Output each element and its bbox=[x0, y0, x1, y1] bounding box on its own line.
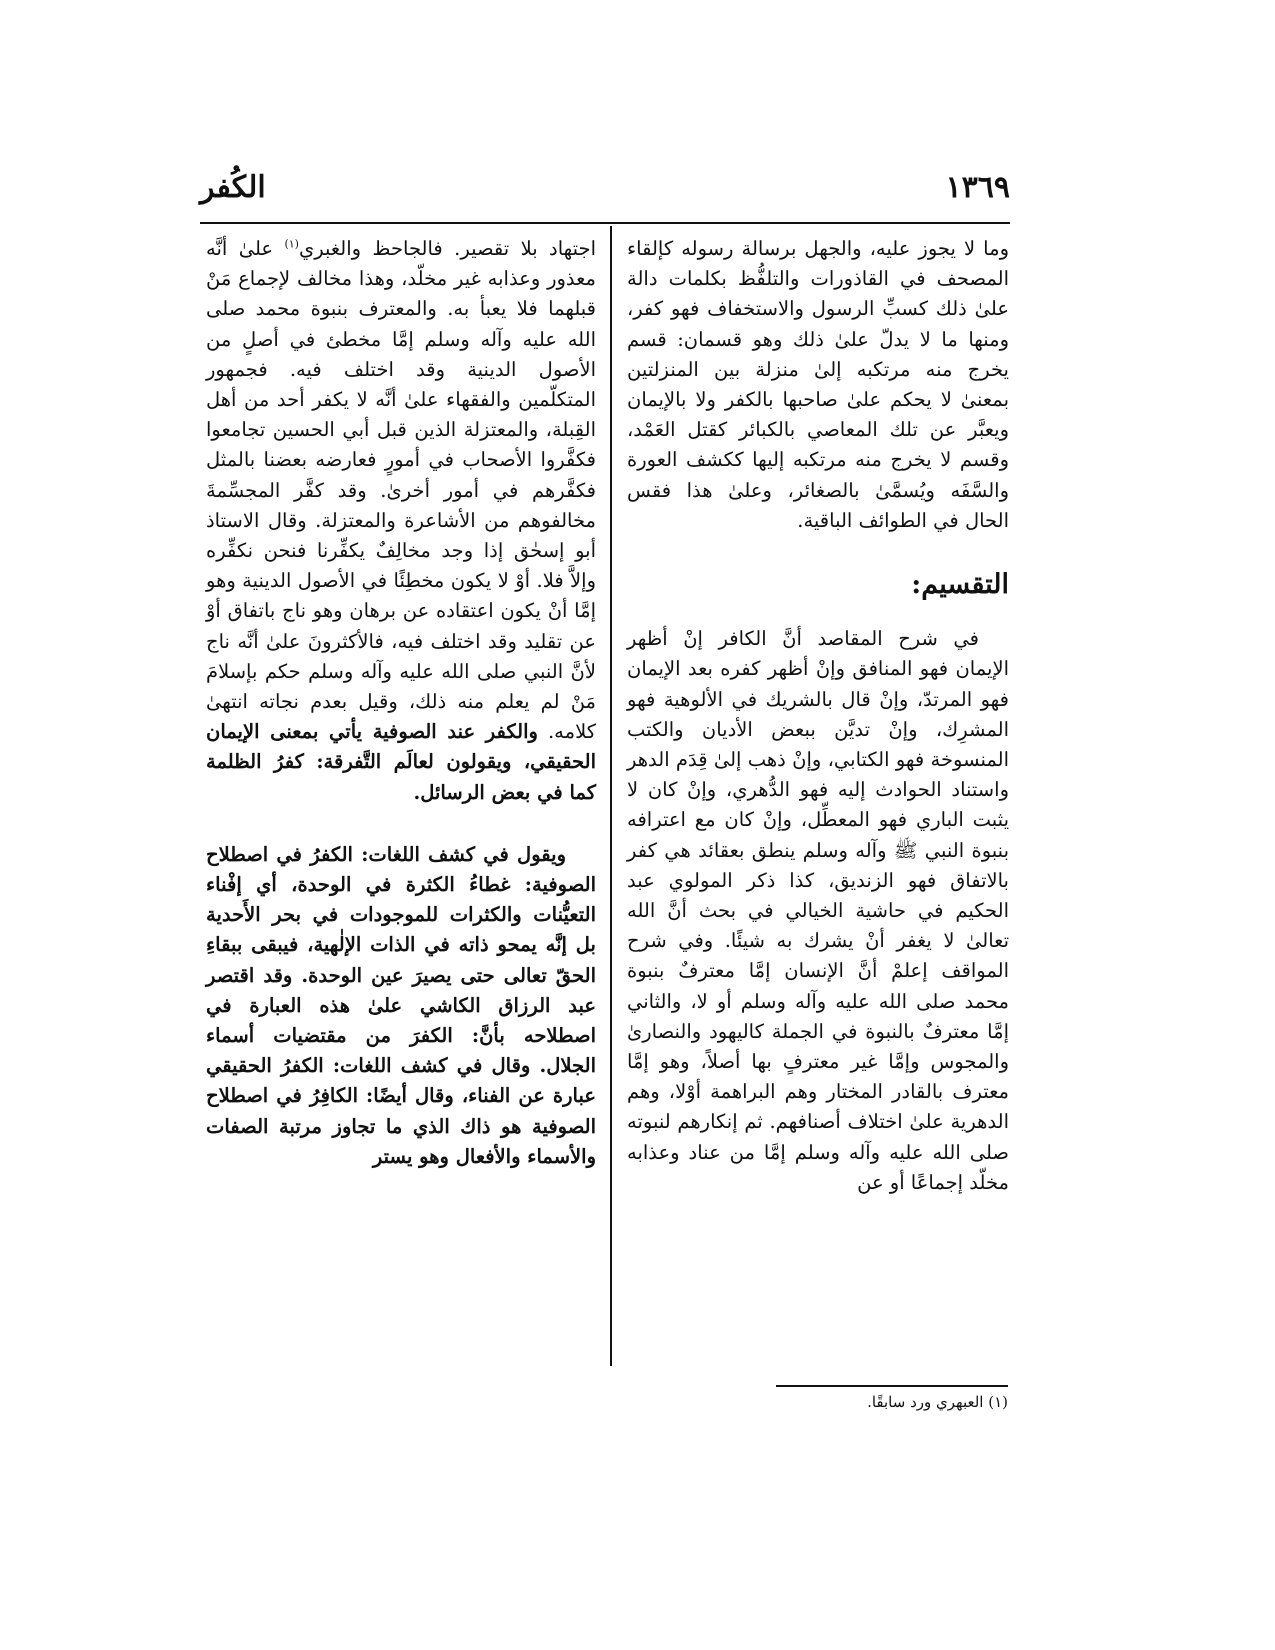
header-rule bbox=[200, 222, 1010, 224]
footnote: (١) العبهري ورد سابقًا. bbox=[867, 1393, 1008, 1411]
right-column bbox=[627, 234, 1009, 1198]
left-paragraph-1 bbox=[206, 234, 596, 808]
left-paragraph-2: ويقول في كشف اللغات: الكفرُ في اصطلاح الصوفية: غطاءُ الكثرة في الوحدة، أي إفْناء التعيُّنات والكثرات للموجودات في بحر الأَحدية بل إنَّه يمحو ذاته في الذات الإلٰهية، فيبقى ببقاءِ الحقّ تعالى حتى يصيرَ عين الوحدة. وقد اقتصر عبد الرزاق الكاشي علىٰ هذه العبارة في اصطلاحه بأنَّ: الكفرَ من مقتضيات أسماء الجلال. وقال في كشف اللغات: الكفرُ الحقيقي عبارة عن الفناء، وقال أيضًا: الكافِرُ في اصطلاح الصوفية هو ذاك الذي ما تجاوز مرتبة الصفات والأسماء والأفعال وهو يستر bbox=[206, 842, 596, 1168]
right-paragraph-1: وما لا يجوز عليه، والجهل برسالة رسوله كإلقاء المصحف في القاذورات والتلفُّظ بكلمات دالة علىٰ ذلك كسبِّ الرسول والاستخفاف فهو كفر، ومنها ما لا يدلّ علىٰ ذلك وهو قسمان: قسم يخرج منه مرتكبه إلىٰ منزلة بين المنزلتين بمعنىٰ لا يحكم علىٰ صاحبها بالكفر ولا بالإيمان ويعبَّر عن تلك المعاصي بالكبائر كقتل العَمْد، وقسم لا يخرج منه مرتكبه إليها ككشف العورة والسَّفَه ويُسمَّىٰ بالصغائر، وعلىٰ هذا فقس الحال في الطوائف الباقية. bbox=[627, 237, 1009, 532]
left-paragraph-1-bold: والكفر عند الصوفية يأتي بمعنى الإيمان الحقيقي، ويقولون لعالَم التَّفرقة: كفرُ الظلمة كما في بعض الرسائل. bbox=[206, 720, 596, 804]
page-header bbox=[200, 170, 1010, 220]
running-title: الكُفر bbox=[200, 170, 266, 205]
page-number: ١٣٦٩ bbox=[945, 170, 1010, 205]
section-heading: التقسيم: bbox=[911, 569, 1009, 601]
paragraph-gap bbox=[206, 808, 596, 840]
footnote-rule bbox=[776, 1385, 1008, 1387]
right-paragraph-2: في شرح المقاصد أنَّ الكافر إنْ أظهر الإيمان فهو المنافق وإنْ أظهر كفره بعد الإيمان فهو المرتدّ، وإنْ قال بالشريك في الألوهية فهو المشرِك، وإنْ تديَّن ببعض الأديان والكتب المنسوخة فهو الكتابي، وإنْ ذهب إلىٰ قِدَم الدهر واستناد الحوادث إليه فهو الدُّهري، وإنْ كان لا يثبت الباري فهو المعطِّل، وإنْ كان مع اعترافه بنبوة النبي ﷺ وآله وسلم ينطق بعقائد هي كفر بالاتفاق فهو الزنديق، كذا ذكر المولوي عبد الحكيم في حاشية الخيالي في بحث أنَّ الله تعالىٰ لا يغفر أنْ يشرك به شيئًا. وفي شرح المواقف إعلمْ أنَّ الإنسان إمَّا معترفٌ بنبوة محمد صلى الله عليه وآله وسلم أو لا، والثاني إمَّا معترفٌ بالنبوة في الجملة كاليهود والنصارىٰ والمجوس وإمَّا غير معترفٍ بها أصلاً، وهو إمَّا معترف بالقادر المختار وهم البراهمة أوْلا، وهم الدهرية علىٰ اختلاف أصنافهم. ثم إنكارهم لنبوته صلى الله عليه وآله وسلم إمَّا من عناد وعذابه مخلّد إجماعًا أو عن bbox=[627, 627, 1009, 1194]
footnote-reference: (١) bbox=[284, 237, 299, 251]
left-paragraph-1-rest: علىٰ أنَّه معذور وعذابه غير مخلّد، وهذا مخالف لإجماع مَنْ قبلهما فلا يعبأ به. والمعترف بنبوة محمد صلى الله عليه وآله وسلم إمَّا مخطئ في أصلٍ من الأصول الدينية وقد اختلف فيه. فجمهور المتكلّمين والفقهاء علىٰ أنَّه لا يكفر أحد من أهل القِبلة، والمعتزلة الذين قبل أبي الحسين تجامعوا فكفَّروا الأصحاب في أمورٍ فعارضه بعضنا بالمثل فكفَّرهم في أمور أخرىٰ. وقد كفَّر المجسِّمةَ مخالفوهم من الأشاعرة والمعتزلة. وقال الاستاذ أبو إسحٰق إذا وجد مخالِفٌ يكفِّرنا فنحن نكفِّره وإلاَّ فلا. أوْ لا يكون مخطِئًا في الأصول الدينية وهو إمَّا أنْ يكون اعتقاده عن برهان وهو ناج باتفاق أوْ عن تقليد وقد اختلف فيه، فالأكثرونَ علىٰ أنَّه ناج لأنَّ النبي صلى الله عليه وآله وسلم حكم بإسلامَ مَنْ لم يعلم منه ذلك، وقيل بعدم نجاته انتهىٰ كلامه. bbox=[206, 237, 597, 744]
left-paragraph-1-start: اجتهاد بلا تقصير. فالجاحظ والغبري bbox=[298, 237, 596, 260]
column-divider bbox=[610, 226, 612, 1366]
left-column bbox=[206, 234, 596, 1172]
